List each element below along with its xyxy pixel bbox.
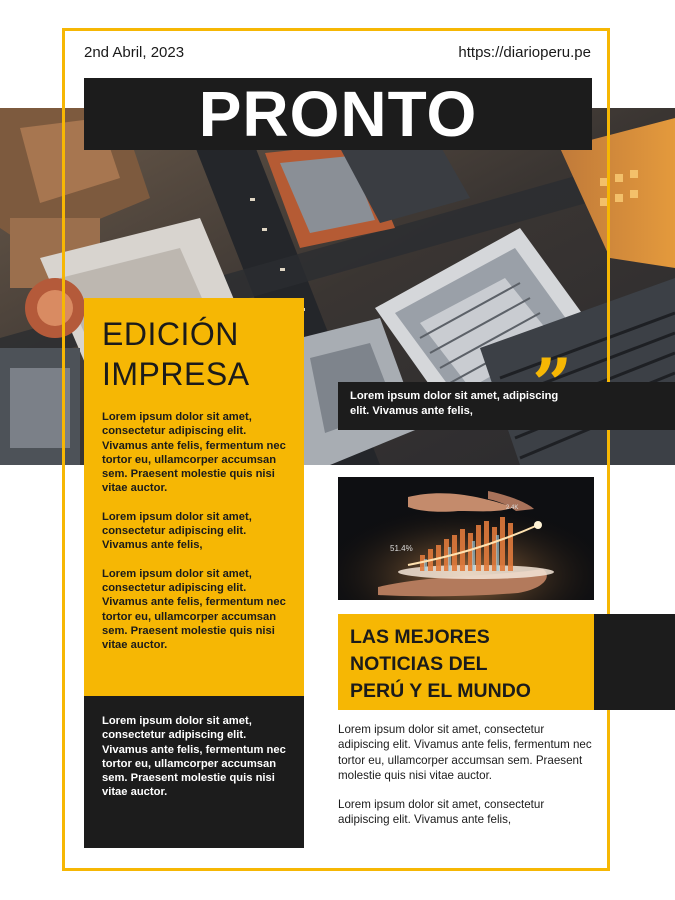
body-paragraph: Lorem ipsum dolor sit amet, consectetur adipiscing elit. Vivamus ante felis, fermentum nec tortor eu, ullamcorper accumsan sem. Praesent molestie quis nisi vitae auctor.: [102, 411, 286, 495]
body-paragraph: Lorem ipsum dolor sit amet, consectetur adipiscing elit. Vivamus ante felis, fermentum nec tortor eu, ullamcorper accumsan sem. Praesent molestie quis nisi vitae auctor.: [102, 567, 286, 652]
news-body: [338, 722, 594, 842]
site-url[interactable]: https://diarioperu.pe: [458, 44, 591, 61]
decorative-dark-block: [594, 614, 675, 710]
headline-line-1: LAS MEJORES: [350, 626, 490, 648]
news-headline: [338, 614, 594, 710]
print-edition-panel: [84, 298, 304, 696]
chart-value-label: 2.4K: [506, 505, 519, 511]
body-paragraph: Lorem ipsum dolor sit amet, consectetur adipiscing elit. Vivamus ante felis,: [102, 510, 252, 552]
hand-chart-photo: [338, 477, 594, 600]
section-title: [102, 314, 286, 394]
masthead-title: PRONTO: [84, 78, 592, 150]
chart-value-label: 51.4%: [390, 544, 413, 553]
pull-quote: [338, 382, 675, 430]
headline-line-3: PERÚ Y EL MUNDO: [350, 680, 531, 702]
body-paragraph: Lorem ipsum dolor sit amet, consectetur adipiscing elit. Vivamus ante felis,: [338, 798, 545, 827]
section-title-line-2: IMPRESA: [102, 356, 250, 392]
section-title-line-1: EDICIÓN: [102, 316, 239, 352]
quote-mark-icon: ”: [532, 343, 573, 426]
headline-line-2: NOTICIAS DEL: [350, 653, 488, 675]
issue-date: 2nd Abril, 2023: [84, 44, 185, 61]
dark-text-panel: [84, 696, 304, 848]
pull-quote-text: Lorem ipsum dolor sit amet, adipiscing elit. Vivamus ante felis,: [350, 390, 559, 417]
body-paragraph: Lorem ipsum dolor sit amet, consectetur adipiscing elit. Vivamus ante felis, fermentum nec tortor eu, ullamcorper accumsan sem. Praesent molestie quis nisi vitae auctor.: [338, 723, 592, 782]
body-paragraph: Lorem ipsum dolor sit amet, consectetur adipiscing elit. Vivamus ante felis, fermentum nec tortor eu, ullamcorper accumsan sem. Praesent molestie quis nisi vitae auctor.: [102, 715, 286, 799]
